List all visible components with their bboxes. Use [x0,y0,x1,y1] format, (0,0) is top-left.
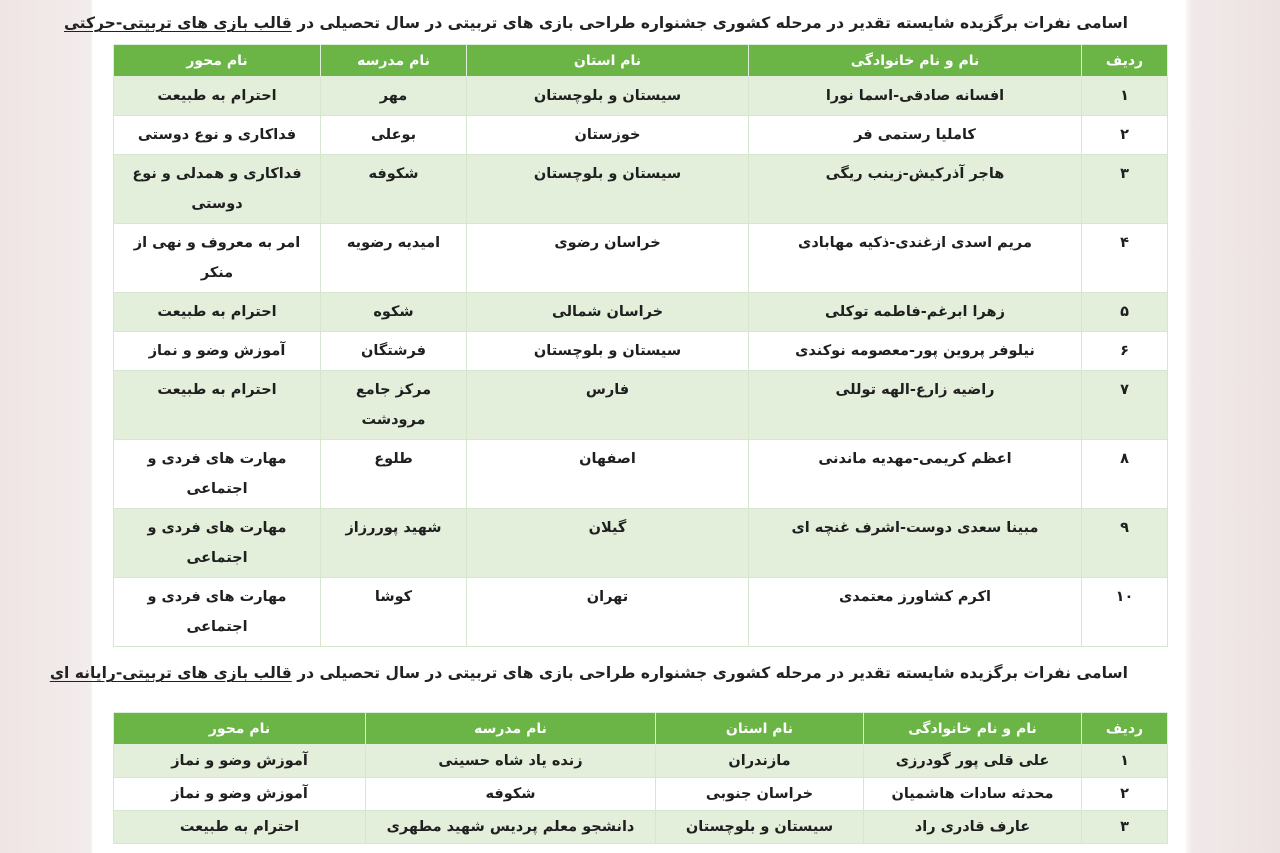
table-row [114,77,1168,116]
cell-province: تهران [467,578,749,647]
cell-province: خراسان شمالی [467,293,749,332]
cell-name: اکرم کشاورز معتمدی [749,578,1082,647]
cell-row: ۲ [1082,778,1168,811]
cell-row: ۳ [1082,155,1168,224]
cell-name: اعظم کریمی-مهدیه ماندنی [749,440,1082,509]
cell-name: نیلوفر پروین پور-معصومه نوکندی [749,332,1082,371]
table-row [114,293,1168,332]
cell-theme: آموزش وضو و نماز [114,778,366,811]
cell-row: ۱ [1082,745,1168,778]
cell-row: ۱ [1082,77,1168,116]
cell-school: زنده یاد شاه حسینی [366,745,656,778]
cell-row: ۳ [1082,811,1168,844]
cell-province: خراسان جنوبی [656,778,864,811]
cell-row: ۲ [1082,116,1168,155]
cell-name: هاجر آذرکیش-زینب ریگی [749,155,1082,224]
cell-theme: احترام به طبیعت [114,811,366,844]
table-row [114,332,1168,371]
cell-province: فارس [467,371,749,440]
cell-school: مرکز جامع مرودشت [321,371,467,440]
table-row [114,155,1168,224]
header-school: نام مدرسه [366,713,656,745]
table-row [114,578,1168,647]
cell-province: خراسان رضوی [467,224,749,293]
cell-name: عارف قادری راد [864,811,1082,844]
cell-province: سیستان و بلوچستان [656,811,864,844]
table-row [114,509,1168,578]
header-name: نام و نام خانوادگی [749,45,1082,77]
cell-province: مازندران [656,745,864,778]
cell-province: گیلان [467,509,749,578]
header-school: نام مدرسه [321,45,467,77]
cell-name: زهرا ابرغم-فاطمه توکلی [749,293,1082,332]
cell-school: امیدیه رضویه [321,224,467,293]
table-row [114,745,1168,778]
cell-row: ۴ [1082,224,1168,293]
cell-theme: مهارت های فردی و اجتماعی [114,509,321,578]
table-row [114,811,1168,844]
cell-theme: احترام به طبیعت [114,293,321,332]
table-row [114,440,1168,509]
cell-province: خوزستان [467,116,749,155]
cell-row: ۶ [1082,332,1168,371]
cell-school: فرشتگان [321,332,467,371]
cell-school: شکوفه [321,155,467,224]
cell-school: شکوه [321,293,467,332]
winners-table-computer [113,712,1168,844]
table-row [114,371,1168,440]
header-row-number: ردیف [1082,713,1168,745]
cell-province: سیستان و بلوچستان [467,332,749,371]
cell-name: راضیه زارع-الهه توللی [749,371,1082,440]
cell-theme: احترام به طبیعت [114,77,321,116]
cell-theme: احترام به طبیعت [114,371,321,440]
cell-province: سیستان و بلوچستان [467,77,749,116]
cell-province: اصفهان [467,440,749,509]
winners-table-physical [113,44,1168,647]
cell-school: طلوع [321,440,467,509]
section2-title [50,664,1128,682]
header-theme: نام محور [114,713,366,745]
table-row [114,778,1168,811]
table-header-row [114,713,1168,745]
cell-name: مبینا سعدی دوست-اشرف غنچه ای [749,509,1082,578]
table-row [114,116,1168,155]
cell-theme: فداکاری و همدلی و نوع دوستی [114,155,321,224]
table-header-row [114,45,1168,77]
header-row-number: ردیف [1082,45,1168,77]
cell-row: ۹ [1082,509,1168,578]
cell-school: دانشجو معلم پردیس شهید مطهری [366,811,656,844]
cell-theme: مهارت های فردی و اجتماعی [114,578,321,647]
cell-row: ۷ [1082,371,1168,440]
cell-school: شکوفه [366,778,656,811]
cell-row: ۱۰ [1082,578,1168,647]
cell-name: کاملیا رستمی فر [749,116,1082,155]
header-name: نام و نام خانوادگی [864,713,1082,745]
section1-title-underlined: قالب بازی های تربیتی-حرکتی [63,14,292,32]
header-province: نام استان [467,45,749,77]
section2-title-text: اسامی نفرات برگزیده شایسته تقدیر در مرحله کشوری جشنواره طراحی بازی های تربیتی در سال تحصیلی در [297,664,1128,682]
section2-title-underlined: قالب بازی های تربیتی-رایانه ای [49,664,292,682]
cell-theme: مهارت های فردی و اجتماعی [114,440,321,509]
cell-school: کوشا [321,578,467,647]
cell-theme: امر به معروف و نهی از منکر [114,224,321,293]
cell-row: ۸ [1082,440,1168,509]
cell-theme: آموزش وضو و نماز [114,332,321,371]
cell-name: مریم اسدی ازغندی-ذکیه مهابادی [749,224,1082,293]
section1-title-text: اسامی نفرات برگزیده شایسته تقدیر در مرحله کشوری جشنواره طراحی بازی های تربیتی در سال تحصیلی در [297,14,1128,32]
cell-row: ۵ [1082,293,1168,332]
cell-province: سیستان و بلوچستان [467,155,749,224]
header-province: نام استان [656,713,864,745]
table-row [114,224,1168,293]
cell-name: افسانه صادقی-اسما نورا [749,77,1082,116]
section1-title [64,14,1128,32]
cell-theme: آموزش وضو و نماز [114,745,366,778]
header-theme: نام محور [114,45,321,77]
cell-school: بوعلی [321,116,467,155]
cell-name: محدثه سادات هاشمیان [864,778,1082,811]
cell-theme: فداکاری و نوع دوستی [114,116,321,155]
cell-name: علی قلی پور گودرزی [864,745,1082,778]
cell-school: مهر [321,77,467,116]
cell-school: شهید پوررزاز [321,509,467,578]
